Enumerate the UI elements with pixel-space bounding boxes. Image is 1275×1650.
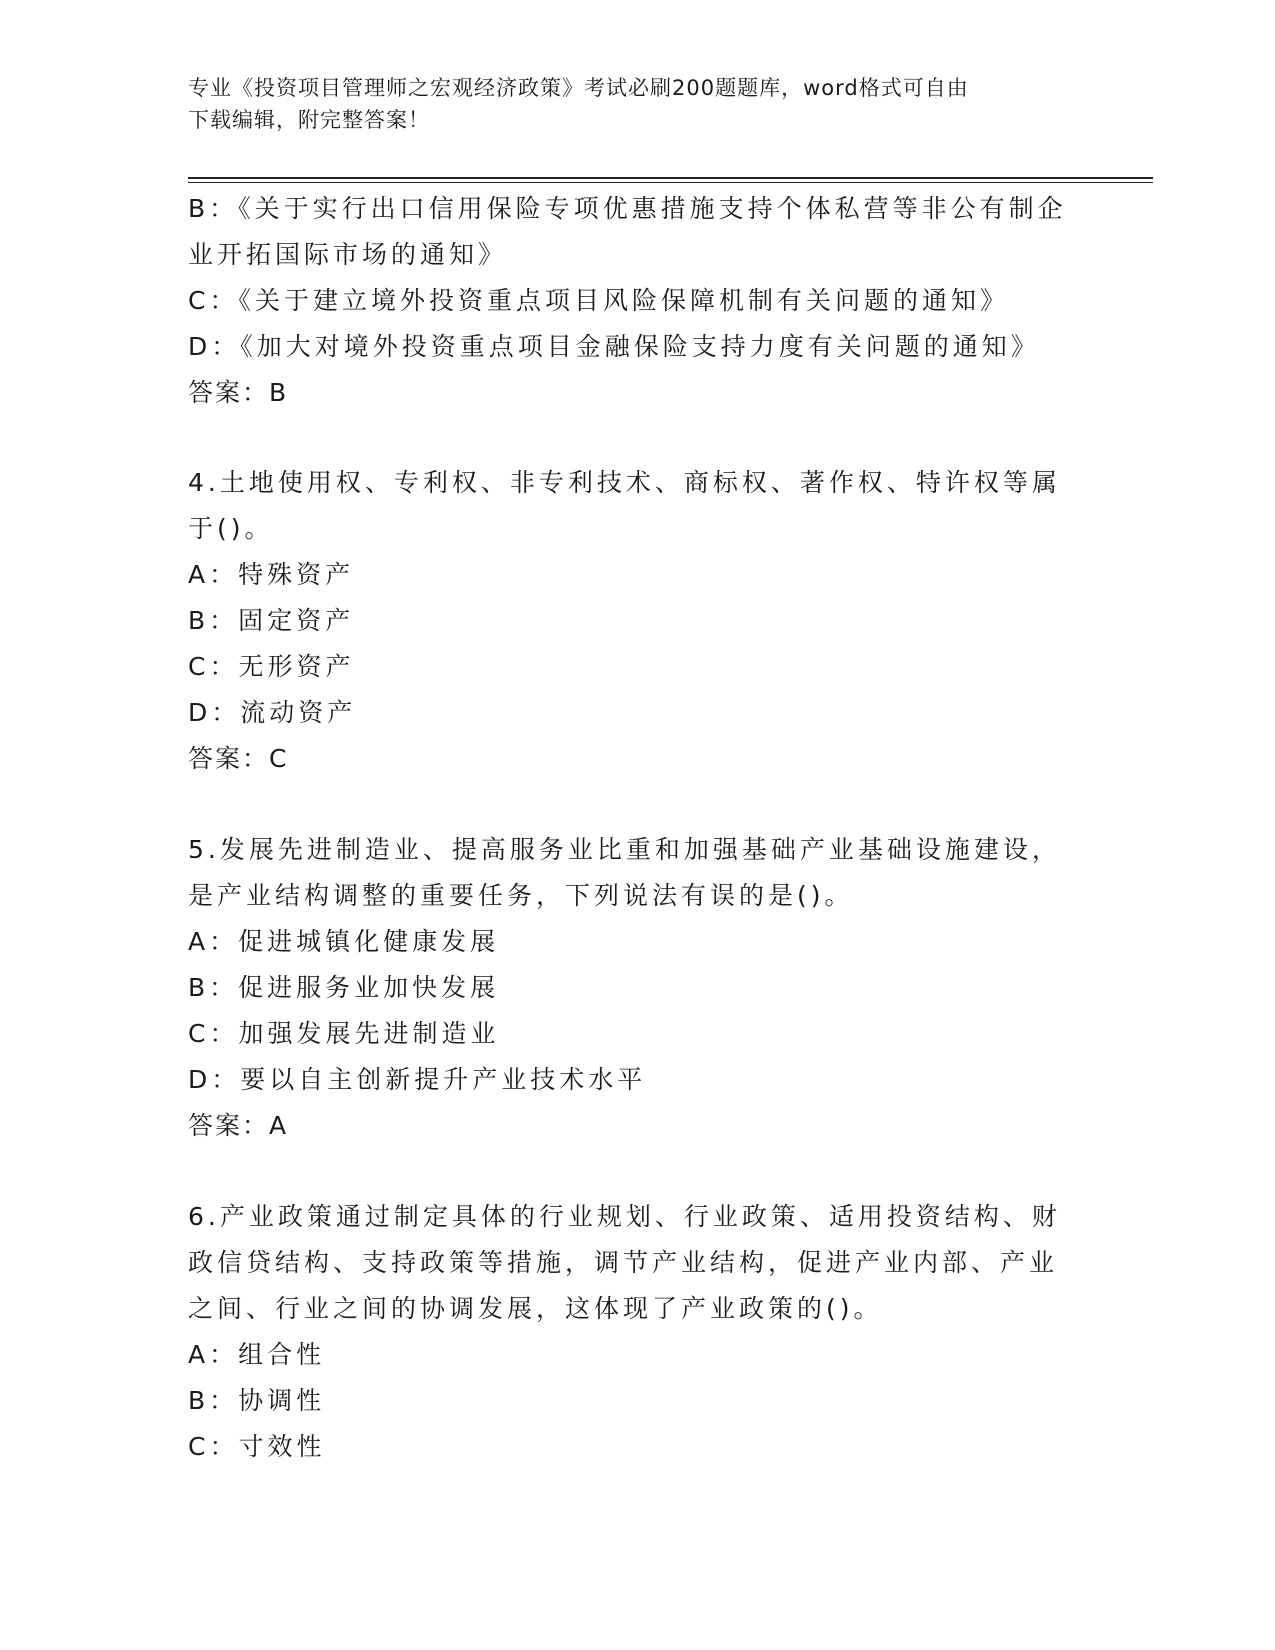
question-4-block xyxy=(188,460,1088,782)
q4-answer: 答案：C xyxy=(188,744,289,773)
q6-option-c: C：寸效性 xyxy=(188,1432,326,1461)
header-line-2: 下载编辑，附完整答案！ xyxy=(188,108,430,132)
q6-option-b: B：协调性 xyxy=(188,1386,326,1415)
q3-option-b-line-1: B：《关于实行出口信用保险专项优惠措施支持个体私营等非公有制企 xyxy=(188,194,1067,223)
q5-stem-line-2: 是产业结构调整的重要任务，下列说法有误的是()。 xyxy=(188,881,854,910)
q3-answer: 答案：B xyxy=(188,378,289,407)
question-3-block xyxy=(188,186,1088,416)
document-header xyxy=(188,72,1088,136)
q4-option-b: B：固定资产 xyxy=(188,606,355,635)
spacer xyxy=(188,416,1088,460)
q4-stem-line-2: 于()。 xyxy=(188,514,274,543)
q3-option-d: D：《加大对境外投资重点项目金融保险支持力度有关问题的通知》 xyxy=(188,332,1040,361)
q4-stem-line-1: 4.土地使用权、专利权、非专利技术、商标权、著作权、特许权等属 xyxy=(188,468,1061,497)
q6-stem-line-1: 6.产业政策通过制定具体的行业规划、行业政策、适用投资结构、财 xyxy=(188,1202,1061,1231)
q6-stem-line-2: 政信贷结构、支持政策等措施，调节产业结构，促进产业内部、产业 xyxy=(188,1248,1059,1277)
q3-option-b-line-2: 业开拓国际市场的通知》 xyxy=(188,240,508,269)
document-body xyxy=(188,186,1088,1470)
q4-option-d: D：流动资产 xyxy=(188,698,357,727)
q5-option-d: D：要以自主创新提升产业技术水平 xyxy=(188,1065,647,1094)
q3-option-c: C：《关于建立境外投资重点项目风险保障机制有关问题的通知》 xyxy=(188,286,1009,315)
header-divider-thin xyxy=(188,182,1153,183)
q5-option-c: C：加强发展先进制造业 xyxy=(188,1019,500,1048)
q5-stem-line-1: 5.发展先进制造业、提高服务业比重和加强基础产业基础设施建设， xyxy=(188,835,1061,864)
q4-option-a: A：特殊资产 xyxy=(188,560,355,589)
q5-option-a: A：促进城镇化健康发展 xyxy=(188,927,500,956)
spacer xyxy=(188,782,1088,827)
header-divider-thick xyxy=(188,177,1153,179)
q6-stem-line-3: 之间、行业之间的协调发展，这体现了产业政策的()。 xyxy=(188,1294,883,1323)
question-6-block xyxy=(188,1194,1088,1470)
q5-option-b: B：促进服务业加快发展 xyxy=(188,973,500,1002)
question-5-block xyxy=(188,827,1088,1149)
q4-option-c: C：无形资产 xyxy=(188,652,355,681)
spacer xyxy=(188,1149,1088,1194)
q6-option-a: A：组合性 xyxy=(188,1340,326,1369)
q5-answer: 答案：A xyxy=(188,1111,289,1140)
header-line-1: 专业《投资项目管理师之宏观经济政策》考试必刷200题题库，word格式可自由 xyxy=(188,76,969,100)
